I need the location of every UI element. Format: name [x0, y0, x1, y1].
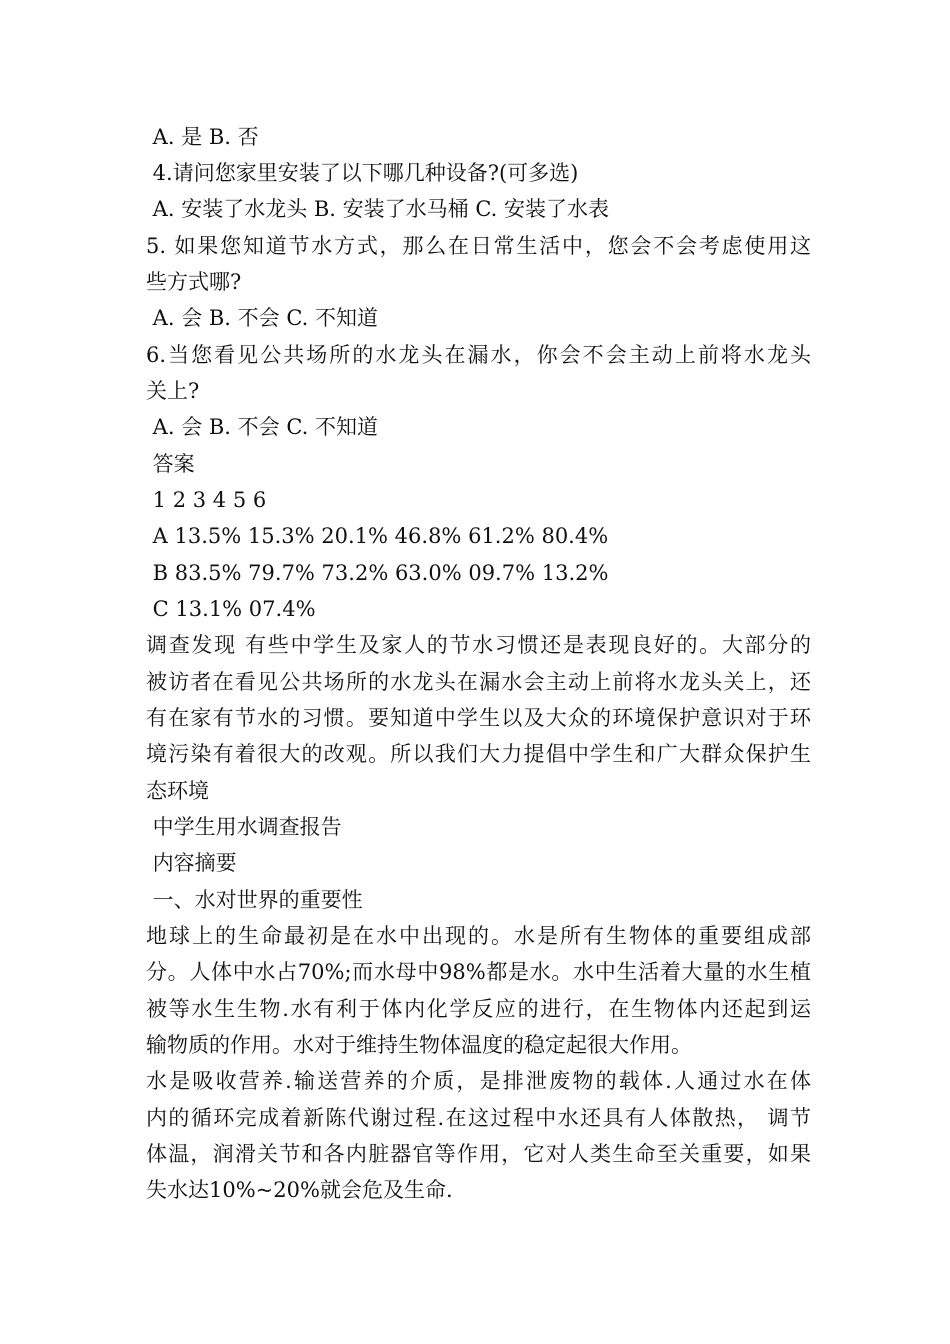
text-line: 分。人体中水占70%;而水母中98%都是水。水中生活着大量的水生植: [146, 960, 811, 984]
text-line: 有在家有节水的习惯。要知道中学生以及大众的环境保护意识对于环: [146, 706, 811, 730]
text-line: 调查发现 有些中学生及家人的节水习惯还是表现良好的。大部分的: [146, 633, 811, 657]
text-line: 些方式哪?: [146, 270, 242, 294]
text-line: 输物质的作用。水对于维持生物体温度的稳定起很大作用。: [146, 1033, 692, 1057]
text-line: 中学生用水调查报告: [146, 815, 342, 839]
text-line: A. 会 B. 不会 C. 不知道: [146, 306, 378, 330]
text-line: 失水达10%~20%就会危及生命.: [146, 1178, 453, 1202]
text-line: A. 安装了水龙头 B. 安装了水马桶 C. 安装了水表: [146, 197, 609, 221]
text-line: 地球上的生命最初是在水中出现的。水是所有生物体的重要组成部: [146, 924, 811, 948]
text-line: 体温，润滑关节和各内脏器官等作用，它对人类生命至关重要，如果: [146, 1142, 811, 1166]
text-line: 内容摘要: [146, 851, 237, 875]
text-line: 水是吸收营养.输送营养的介质，是排泄废物的载体.人通过水在体: [146, 1069, 811, 1093]
text-line: C 13.1% 07.4%: [146, 597, 316, 621]
text-line: B 83.5% 79.7% 73.2% 63.0% 09.7% 13.2%: [146, 561, 609, 585]
text-line: A. 是 B. 否: [146, 125, 259, 149]
text-line: 答案: [146, 452, 195, 476]
text-line: A 13.5% 15.3% 20.1% 46.8% 61.2% 80.4%: [146, 524, 609, 548]
text-line: 被访者在看见公共场所的水龙头在漏水会主动上前将水龙头关上，还: [146, 670, 811, 694]
text-line: 5. 如果您知道节水方式，那么在日常生活中，您会不会考虑使用这: [146, 234, 811, 258]
text-line: A. 会 B. 不会 C. 不知道: [146, 415, 378, 439]
text-line: 4.请问您家里安装了以下哪几种设备?(可多选): [146, 161, 579, 185]
text-line: 一、水对世界的重要性: [146, 888, 363, 912]
text-line: 被等水生生物.水有利于体内化学反应的进行，在生物体内还起到运: [146, 997, 811, 1021]
text-line: 1 2 3 4 5 6: [146, 488, 267, 512]
text-line: 6.当您看见公共场所的水龙头在漏水，你会不会主动上前将水龙头: [146, 343, 811, 367]
text-line: 内的循环完成着新陈代谢过程.在这过程中水还具有人体散热， 调节: [146, 1106, 811, 1130]
text-line: 态环境: [146, 779, 209, 803]
text-line: 境污染有着很大的改观。所以我们大力提倡中学生和广大群众保护生: [146, 742, 811, 766]
text-line: 关上?: [146, 379, 200, 403]
